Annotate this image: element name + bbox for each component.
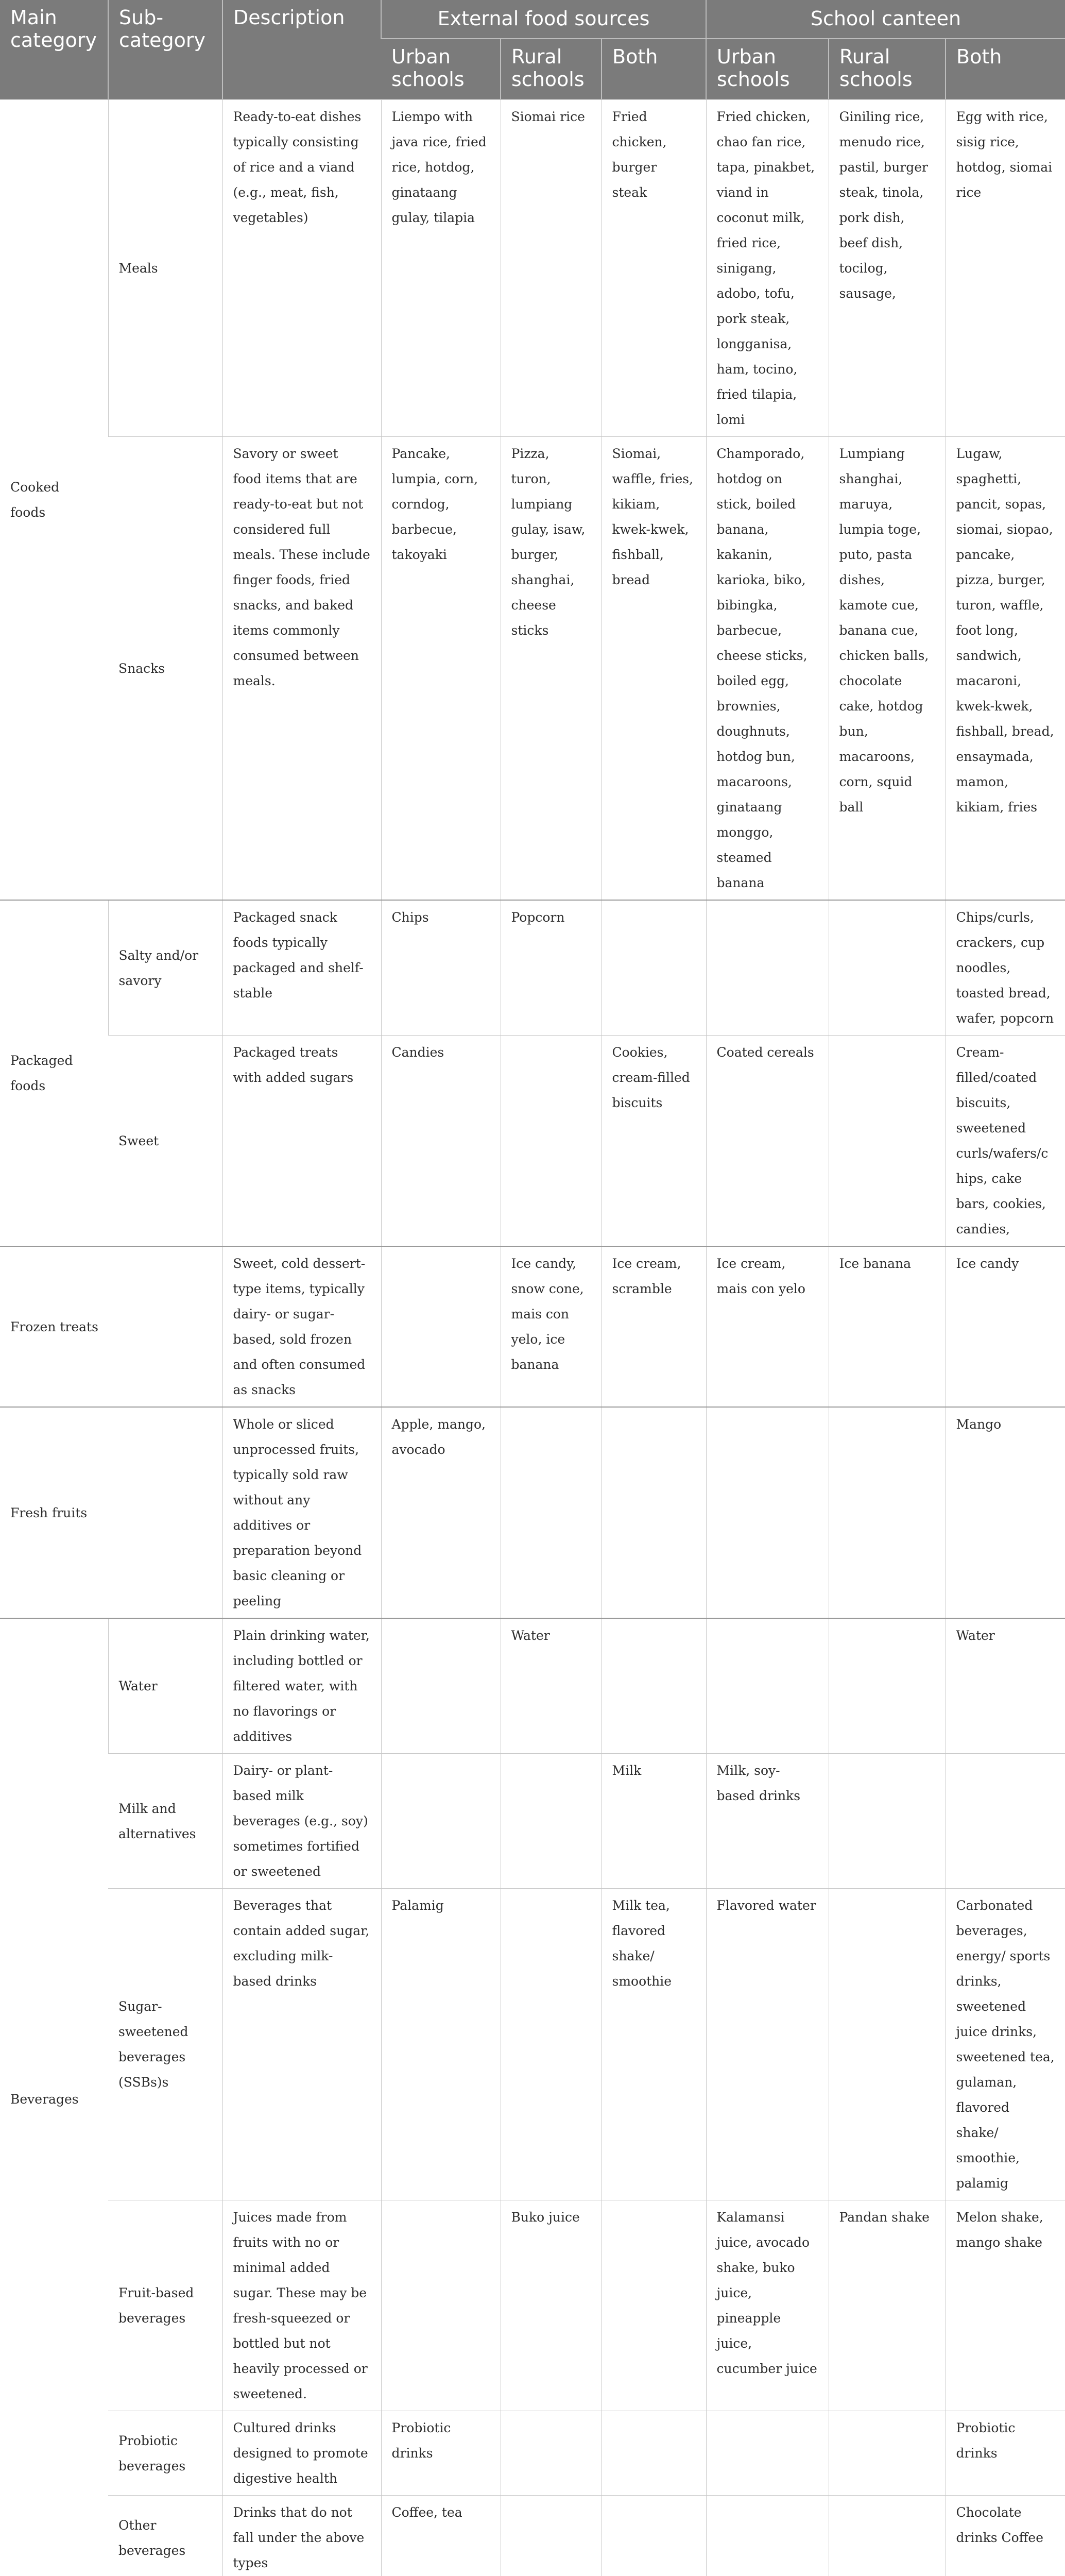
can-both-cell: Cream-filled/coated biscuits, sweetened curls/wafers/chips, cake bars, cookies, candies,	[946, 1036, 1065, 1247]
can-urban-cell: Coated cereals	[706, 1036, 829, 1247]
can-urban-cell	[706, 2411, 829, 2496]
ext-both-cell	[602, 900, 706, 1036]
ext-rural-cell	[501, 2496, 602, 2576]
can-rural-cell	[829, 2411, 946, 2496]
ext-rural-cell	[501, 1889, 602, 2200]
header-main-category: Main category	[0, 0, 108, 99]
table-row	[0, 1036, 1065, 1247]
sub-category-cell: Milk and alternatives	[108, 1754, 222, 1889]
ext-both-cell: Siomai, waffle, fries, kikiam, kwek-kwek, fishball, bread	[602, 437, 706, 901]
ext-urban-cell: Palamig	[381, 1889, 501, 2200]
header-external-food-sources: External food sources	[381, 0, 706, 39]
can-both-cell: Water	[946, 1618, 1065, 1754]
ext-rural-cell	[501, 2411, 602, 2496]
can-urban-cell: Flavored water	[706, 1889, 829, 2200]
table-header	[0, 0, 1065, 99]
table-row	[0, 1407, 1065, 1618]
ext-both-cell	[602, 2200, 706, 2411]
ext-urban-cell: Probiotic drinks	[381, 2411, 501, 2496]
ext-both-cell: Milk tea, flavored shake/ smoothie	[602, 1889, 706, 2200]
ext-rural-cell	[501, 1407, 602, 1618]
description-cell: Ready-to-eat dishes typically consisting of rice and a viand (e.g., meat, fish, vegetables)	[222, 99, 381, 437]
header-school-canteen: School canteen	[706, 0, 1065, 39]
can-urban-cell	[706, 2496, 829, 2576]
can-urban-cell	[706, 1618, 829, 1754]
ext-both-cell	[602, 1407, 706, 1618]
can-rural-cell	[829, 1407, 946, 1618]
ext-rural-cell: Water	[501, 1618, 602, 1754]
can-rural-cell	[829, 1618, 946, 1754]
description-cell: Beverages that contain added sugar, excluding milk-based drinks	[222, 1889, 381, 2200]
sub-category-cell: Probiotic beverages	[108, 2411, 222, 2496]
table-row	[0, 2200, 1065, 2411]
can-rural-cell	[829, 1754, 946, 1889]
ext-both-cell	[602, 1618, 706, 1754]
can-rural-cell: Lumpiang shanghai, maruya, lumpia toge, puto, pasta dishes, kamote cue, banana cue, chicken balls, chocolate cake, hotdog bun, macaroons, corn, squid ball	[829, 437, 946, 901]
header-can-rural: Rural schools	[829, 39, 946, 99]
description-cell: Dairy- or plant-based milk beverages (e.g., soy) sometimes fortified or sweetened	[222, 1754, 381, 1889]
header-sub-category: Sub-category	[108, 0, 222, 99]
can-urban-cell: Champorado, hotdog on stick, boiled banana, kakanin, karioka, biko, bibingka, barbecue, cheese sticks, boiled egg, brownies, doughnuts, hotdog bun, macaroons, ginataang monggo, steamed banana	[706, 437, 829, 901]
description-cell: Drinks that do not fall under the above types	[222, 2496, 381, 2576]
ext-urban-cell: Liempo with java rice, fried rice, hotdog, ginataang gulay, tilapia	[381, 99, 501, 437]
ext-rural-cell	[501, 1754, 602, 1889]
header-ext-urban: Urban schools	[381, 39, 501, 99]
ext-urban-cell: Coffee, tea	[381, 2496, 501, 2576]
ext-both-cell: Ice cream, scramble	[602, 1246, 706, 1407]
ext-urban-cell	[381, 2200, 501, 2411]
table-row	[0, 99, 1065, 437]
can-both-cell: Chips/curls, crackers, cup noodles, toasted bread, wafer, popcorn	[946, 900, 1065, 1036]
can-urban-cell: Fried chicken, chao fan rice, tapa, pinakbet, viand in coconut milk, fried rice, sinigang, adobo, tofu, pork steak, longganisa, ham, tocino, fried tilapia, lomi	[706, 99, 829, 437]
header-ext-both: Both	[602, 39, 706, 99]
can-rural-cell: Ice banana	[829, 1246, 946, 1407]
can-rural-cell: Pandan shake	[829, 2200, 946, 2411]
description-cell: Plain drinking water, including bottled or filtered water, with no flavorings or additives	[222, 1618, 381, 1754]
main-category-cell: Beverages	[0, 1618, 108, 2576]
ext-urban-cell	[381, 1754, 501, 1889]
header-ext-rural: Rural schools	[501, 39, 602, 99]
ext-both-cell: Cookies, cream-filled biscuits	[602, 1036, 706, 1247]
can-urban-cell	[706, 900, 829, 1036]
table-row	[0, 1754, 1065, 1889]
can-urban-cell: Ice cream, mais con yelo	[706, 1246, 829, 1407]
can-rural-cell	[829, 900, 946, 1036]
ext-rural-cell: Buko juice	[501, 2200, 602, 2411]
ext-urban-cell	[381, 1246, 501, 1407]
ext-both-cell: Fried chicken, burger steak	[602, 99, 706, 437]
can-urban-cell: Milk, soy-based drinks	[706, 1754, 829, 1889]
can-both-cell	[946, 1754, 1065, 1889]
table-row	[0, 1618, 1065, 1754]
ext-urban-cell: Pancake, lumpia, corn, corndog, barbecue, takoyaki	[381, 437, 501, 901]
can-urban-cell	[706, 1407, 829, 1618]
ext-rural-cell: Siomai rice	[501, 99, 602, 437]
can-rural-cell: Giniling rice, menudo rice, pastil, burger steak, tinola, pork dish, beef dish, tocilog, sausage,	[829, 99, 946, 437]
can-urban-cell: Kalamansi juice, avocado shake, buko juice, pineapple juice, cucumber juice	[706, 2200, 829, 2411]
sub-category-cell: Salty and/or savory	[108, 900, 222, 1036]
description-cell: Sweet, cold dessert-type items, typically dairy- or sugar-based, sold frozen and often consumed as snacks	[222, 1246, 381, 1407]
table-row	[0, 437, 1065, 901]
can-both-cell: Carbonated beverages, energy/ sports drinks, sweetened juice drinks, sweetened tea, gulaman, flavored shake/ smoothie, palamig	[946, 1889, 1065, 2200]
can-both-cell: Lugaw, spaghetti, pancit, sopas, siomai, siopao, pancake, pizza, burger, turon, waffle, foot long, sandwich, macaroni, kwek-kwek, fishball, bread, ensaymada, mamon, kikiam, fries	[946, 437, 1065, 901]
table-row	[0, 2496, 1065, 2576]
table-row	[0, 2411, 1065, 2496]
sub-category-cell: Sugar-sweetened beverages (SSBs)s	[108, 1889, 222, 2200]
ext-rural-cell	[501, 1036, 602, 1247]
sub-category-cell: Water	[108, 1618, 222, 1754]
ext-urban-cell: Apple, mango, avocado	[381, 1407, 501, 1618]
sub-category-cell: Fruit-based beverages	[108, 2200, 222, 2411]
main-category-cell: Frozen treats	[0, 1246, 222, 1407]
description-cell: Savory or sweet food items that are ready-to-eat but not considered full meals. These include finger foods, fried snacks, and baked items commonly consumed between meals.	[222, 437, 381, 901]
can-both-cell: Chocolate drinks Coffee	[946, 2496, 1065, 2576]
table-row	[0, 1889, 1065, 2200]
can-both-cell: Ice candy	[946, 1246, 1065, 1407]
table-body	[0, 99, 1065, 2576]
ext-both-cell	[602, 2496, 706, 2576]
header-can-both: Both	[946, 39, 1065, 99]
ext-urban-cell	[381, 1618, 501, 1754]
ext-both-cell: Milk	[602, 1754, 706, 1889]
sub-category-cell: Meals	[108, 99, 222, 437]
description-cell: Cultured drinks designed to promote digestive health	[222, 2411, 381, 2496]
description-cell: Packaged snack foods typically packaged and shelf-stable	[222, 900, 381, 1036]
description-cell: Juices made from fruits with no or minimal added sugar. These may be fresh-squeezed or bottled but not heavily processed or sweetened.	[222, 2200, 381, 2411]
can-both-cell: Probiotic drinks	[946, 2411, 1065, 2496]
main-category-cell: Cooked foods	[0, 99, 108, 900]
ext-both-cell	[602, 2411, 706, 2496]
table-row	[0, 900, 1065, 1036]
can-rural-cell	[829, 1036, 946, 1247]
can-rural-cell	[829, 2496, 946, 2576]
description-cell: Whole or sliced unprocessed fruits, typically sold raw without any additives or preparation beyond basic cleaning or peeling	[222, 1407, 381, 1618]
sub-category-cell: Sweet	[108, 1036, 222, 1247]
can-both-cell: Mango	[946, 1407, 1065, 1618]
ext-rural-cell: Pizza, turon, lumpiang gulay, isaw, burger, shanghai, cheese sticks	[501, 437, 602, 901]
can-both-cell: Melon shake, mango shake	[946, 2200, 1065, 2411]
ext-rural-cell: Popcorn	[501, 900, 602, 1036]
header-can-urban: Urban schools	[706, 39, 829, 99]
description-cell: Packaged treats with added sugars	[222, 1036, 381, 1247]
main-category-cell: Fresh fruits	[0, 1407, 222, 1618]
ext-urban-cell: Candies	[381, 1036, 501, 1247]
can-both-cell: Egg with rice, sisig rice, hotdog, siomai rice	[946, 99, 1065, 437]
sub-category-cell: Snacks	[108, 437, 222, 901]
table-row	[0, 1246, 1065, 1407]
ext-rural-cell: Ice candy, snow cone, mais con yelo, ice banana	[501, 1246, 602, 1407]
main-category-cell: Packaged foods	[0, 900, 108, 1246]
sub-category-cell: Other beverages	[108, 2496, 222, 2576]
header-description: Description	[222, 0, 381, 99]
can-rural-cell	[829, 1889, 946, 2200]
ext-urban-cell: Chips	[381, 900, 501, 1036]
